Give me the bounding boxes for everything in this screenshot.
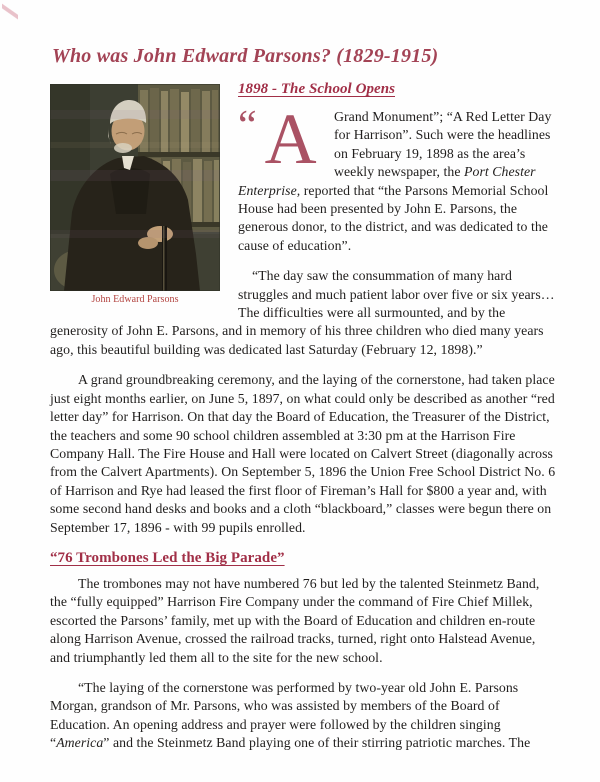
open-quote-mark: “: [238, 103, 255, 149]
song-title: America: [56, 735, 104, 751]
paragraph-school-opens-2: “The day saw the consummation of many hard struggles and much patient labor over five or six years…The difficulties were all surmounted, and by the generosity of John E. Parsons, and in memory of his three children who died many years ago, this beautiful building was dedicated last Saturday (February 12, 1898).”: [50, 268, 555, 357]
paragraph-trombones-1: The trombones may not have numbered 76 but led by the talented Steinmetz Band, the “fully equipped” Harrison Fire Company under the command of Fire Chief Millek, escorted the Parsons’ family, met up with the Board of Education and children en-route along Harrison Avenue, crossed the railroad tracks, turned, right onto Halstead Avenue, and triumphantly led them all to the site for the new school.: [50, 575, 540, 665]
paragraph-text: “The laying of the cornerstone was performed by two-year old John E. Parsons Morgan, grandson of Mr. Parsons, who was assisted by members of the Board of Education. An opening address and prayer were followed by the children singing “: [50, 679, 519, 751]
scan-artifact-mark: [2, 3, 18, 21]
page-title: Who was John Edward Parsons? (1829-1915): [52, 45, 439, 67]
newspaper-name: Port Chester Enterprise,: [238, 164, 536, 198]
portrait-photo: [50, 84, 220, 291]
paragraph-text: Grand Monument”; “A Red Letter Day for Harrison”. Such were the headlines on February 19, 1898 as the area’s weekly newspaper, the: [334, 109, 552, 180]
paragraph-text: ” and the Steinmetz Band playing one of their stirring patriotic marches. The: [103, 735, 531, 751]
section-heading-trombones: “76 Trombones Led the Big Parade”: [50, 549, 285, 566]
article-body: [50, 80, 558, 765]
dropcap-letter: A: [264, 99, 317, 179]
paragraph-trombones-2: [50, 679, 558, 753]
paragraph-text: reported that “the Parsons Memorial School House had been presented by John E. Parsons, the generous donor, to the district, and was dedicated to the cause of education”.: [238, 182, 549, 253]
paragraph-school-opens-3: A grand groundbreaking ceremony, and the laying of the cornerstone, had taken place just eight months earlier, on June 5, 1897, on what could only be described as another “red letter day” for Harrison. On that day the Board of Education, the Treasurer of the District, the teachers and some 90 school children assembled at 3:30 pm at the Harrison Fire Company Hall. The Fire House and Hall were located on Calvert Street (diagonally across from the Calvert Apartments). On September 5, 1896 the Union Free School District No. 6 of Harrison and Rye had leased the first floor of Fireman’s Hall for $800 a year and, with some second hand desks and books and a cloth “blackboard,” classes were begun there on September 17, 1896 - with 99 pupils enrolled.: [50, 372, 556, 535]
portrait-figure: [50, 84, 220, 306]
photo-caption: John Edward Parsons: [91, 294, 179, 305]
section-heading-school-opens: 1898 - The School Opens: [238, 81, 395, 97]
dropcap-group: [238, 99, 330, 179]
